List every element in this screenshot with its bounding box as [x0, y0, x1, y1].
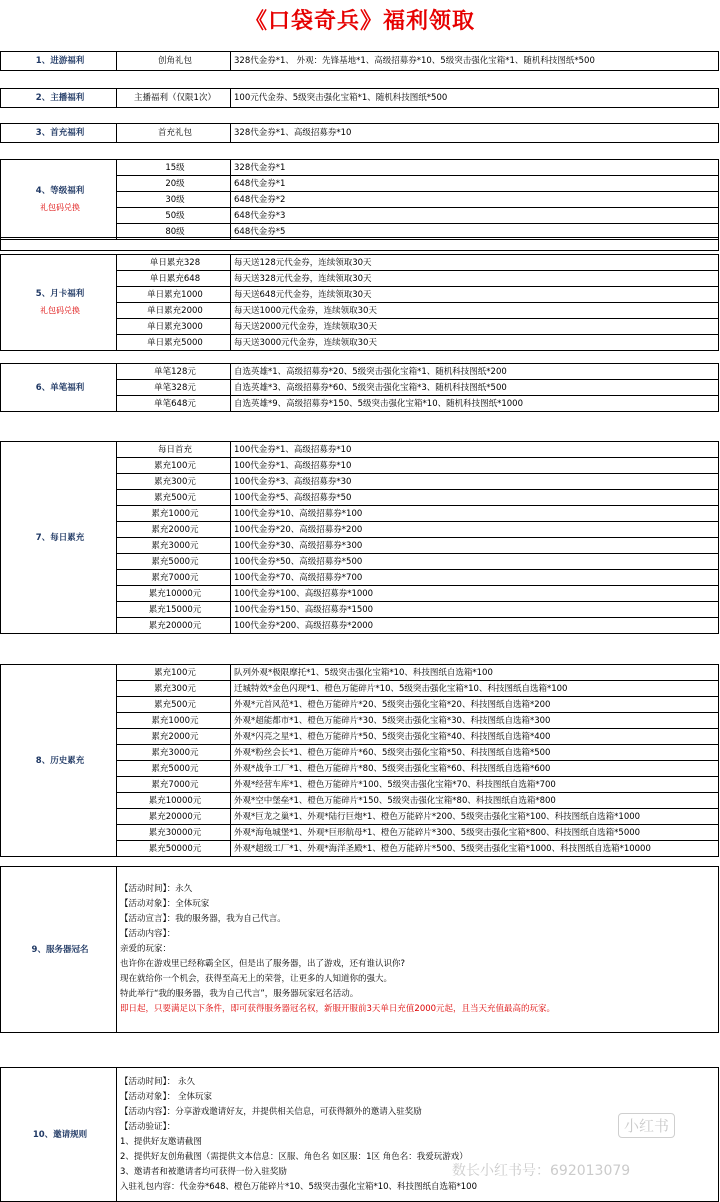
- text-line: 【活动宣言】：我的服务器，我为自己代言。: [120, 914, 286, 924]
- reward-content: 外观*海龟城堡*1、外观*巨形航母*1、橙色万能碎片*300、5级突击强化宝箱*800、科技图纸自选箱*5000: [231, 825, 719, 841]
- text-line: 【活动内容】：分享游戏邀请好友，并提供相关信息，可获得额外的邀请入驻奖励: [120, 1106, 422, 1117]
- reward-tier: 累充7000元: [117, 777, 231, 793]
- section-name: 9、服务器冠名: [1, 867, 117, 1033]
- section-single-recharge: [0, 363, 719, 412]
- section-daily-cumulative: [0, 441, 719, 634]
- reward-content: 100代金券*150、高级招募券*1500: [231, 602, 719, 618]
- reward-tier: 累充2000元: [117, 522, 231, 538]
- section-server-naming: [0, 866, 719, 1033]
- reward-content: 100代金券*30、高级招募券*300: [231, 538, 719, 554]
- reward-content: 100元代金券、5级突击强化宝箱*1、随机科技图纸*500: [231, 89, 719, 108]
- reward-tier: 累充30000元: [117, 825, 231, 841]
- reward-tier: 累充1000元: [117, 506, 231, 522]
- reward-content: 外观*空中堡垒*1、橙色万能碎片*150、5级突击强化宝箱*80、科技图纸自选箱*800: [231, 793, 719, 809]
- section-name: 5、月卡福利 礼包码兑换: [1, 255, 117, 351]
- reward-tier: 单笔328元: [117, 380, 231, 396]
- reward-content: 自选英雄*9、高级招募券*150、5级突击强化宝箱*10、随机科技图纸*1000: [231, 396, 719, 412]
- text-line: 【活动对象】： 全体玩家: [120, 1091, 212, 1102]
- reward-tier: 累充15000元: [117, 602, 231, 618]
- reward-tier: 累充300元: [117, 474, 231, 490]
- text-line: 也许你在游戏里已经称霸全区，但是出了服务器，出了游戏，还有谁认识你?: [120, 959, 406, 969]
- reward-content: 648代金券*5: [231, 224, 719, 240]
- reward-content: 每天送648元代金券，连续领取30天: [231, 287, 719, 303]
- condition-text: 即日起，只要满足以下条件，即可获得服务器冠名权，新服开服前3天单日充值2000元起，且当天充值最高的玩家。: [120, 1004, 556, 1014]
- section-level-welfare: [0, 159, 719, 240]
- reward-content: 外观*经营车库*1、橙色万能碎片*100、5级突击强化宝箱*70、科技图纸自选箱*700: [231, 777, 719, 793]
- reward-content: 100代金券*50、高级招募券*500: [231, 554, 719, 570]
- reward-content: 每天送128元代金券，连续领取30天: [231, 255, 719, 271]
- reward-tier: 累充1000元: [117, 713, 231, 729]
- watermark-badge: 小红书: [618, 1113, 675, 1138]
- reward-tier: 单日累充3000: [117, 319, 231, 335]
- page-title: 《口袋奇兵》福利领取: [244, 9, 475, 34]
- reward-content: 100代金券*10、高级招募券*100: [231, 506, 719, 522]
- reward-content: 外观*超级工厂*1、外观*海洋圣殿*1、橙色万能碎片*500、5级突击强化宝箱*1000、科技图纸自选箱*10000: [231, 841, 719, 857]
- watermark-text: 数长小红书号：692013079: [452, 1163, 631, 1179]
- reward-content: 队列外观*极限摩托*1、5级突击强化宝箱*10、科技图纸自选箱*100: [231, 665, 719, 681]
- reward-tier: 累充2000元: [117, 729, 231, 745]
- text-line: 亲爱的玩家：: [120, 944, 172, 954]
- reward-content: 100代金券*200、高级招募券*2000: [231, 618, 719, 634]
- reward-content: 328代金券*1: [231, 160, 719, 176]
- section-monthly-card: [0, 254, 719, 351]
- reward-tier: 累充5000元: [117, 761, 231, 777]
- reward-content: 328代金券*1、高级招募券*10: [231, 124, 719, 143]
- reward-tier: 累充10000元: [117, 793, 231, 809]
- section-name: 6、单笔福利: [1, 364, 117, 412]
- reward-content: 每天送328元代金券，连续领取30天: [231, 271, 719, 287]
- reward-content: 自选英雄*3、高级招募券*60、5级突击强化宝箱*3、随机科技图纸*500: [231, 380, 719, 396]
- reward-tier: 累充7000元: [117, 570, 231, 586]
- reward-tier: 首充礼包: [117, 124, 231, 143]
- reward-content: 100代金券*70、高级招募券*700: [231, 570, 719, 586]
- reward-tier: 累充5000元: [117, 554, 231, 570]
- reward-tier: 累充500元: [117, 697, 231, 713]
- reward-tier: 单日累充2000: [117, 303, 231, 319]
- section-invite-rules: [0, 1067, 719, 1202]
- section-history-cumulative: [0, 664, 719, 857]
- reward-content: 100代金券*1、高级招募券*10: [231, 442, 719, 458]
- reward-tier: 累充3000元: [117, 745, 231, 761]
- text-line: 【活动时间】： 永久: [120, 1076, 195, 1087]
- reward-content: 648代金券*1: [231, 176, 719, 192]
- text-line: 【活动时间】：永久: [120, 884, 193, 894]
- section-name: 8、历史累充: [1, 665, 117, 857]
- reward-content: 外观*粉丝会长*1、橙色万能碎片*60、5级突击强化宝箱*50、科技图纸自选箱*500: [231, 745, 719, 761]
- section-entry-welfare: [0, 51, 719, 71]
- reward-tier: 单日累充328: [117, 255, 231, 271]
- section-name: 2、主播福利: [1, 89, 117, 108]
- text-line: 2、提供好友创角截图（需提供文本信息：区服、角色名 如区服：1区 角色名：我爱玩游戏）: [120, 1151, 468, 1162]
- reward-content: 100代金券*20、高级招募券*200: [231, 522, 719, 538]
- reward-content: 外观*巨龙之巢*1、外观*陆行巨炮*1、橙色万能碎片*200、5级突击强化宝箱*100、科技图纸自选箱*1000: [231, 809, 719, 825]
- reward-content: 每天送3000元代金券，连续领取30天: [231, 335, 719, 351]
- reward-tier: 单日累充1000: [117, 287, 231, 303]
- reward-tier: 累充3000元: [117, 538, 231, 554]
- reward-tier: 累充50000元: [117, 841, 231, 857]
- text-line: 1、提供好友邀请截图: [120, 1136, 202, 1147]
- section-first-recharge: [0, 123, 719, 143]
- reward-content: 每天送1000元代金券，连续领取30天: [231, 303, 719, 319]
- reward-tier: 累充20000元: [117, 809, 231, 825]
- reward-tier: 累充100元: [117, 458, 231, 474]
- reward-tier: 30级: [117, 192, 231, 208]
- reward-content: 每天送2000元代金券，连续领取30天: [231, 319, 719, 335]
- reward-tier: 单笔128元: [117, 364, 231, 380]
- text-line: 特此举行“我的服务器，我为自己代言”，服务器玩家冠名活动。: [120, 989, 359, 999]
- reward-tier: 累充20000元: [117, 618, 231, 634]
- redeem-note: 礼包码兑换: [40, 203, 80, 212]
- reward-tier: 20级: [117, 176, 231, 192]
- reward-content: 迁城特效*金色闪现*1、橙色万能碎片*10、5级突击强化宝箱*10、科技图纸自选箱*100: [231, 681, 719, 697]
- reward-content: 自选英雄*1、高级招募券*20、5级突击强化宝箱*1、随机科技图纸*200: [231, 364, 719, 380]
- section-name: 7、每日累充: [1, 442, 117, 634]
- reward-tier: 单笔648元: [117, 396, 231, 412]
- text-line: 3、邀请者和被邀请者均可获得一份入驻奖励: [120, 1166, 287, 1177]
- reward-tier: 创角礼包: [117, 52, 231, 71]
- text-line: 现在就给你一个机会，获得至高无上的荣誉，让更多的人知道你的强大。: [120, 974, 393, 984]
- separator-row: [0, 237, 719, 251]
- redeem-note: 礼包码兑换: [40, 306, 80, 315]
- reward-content: 外观*闪亮之星*1、橙色万能碎片*50、5级突击强化宝箱*40、科技图纸自选箱*400: [231, 729, 719, 745]
- reward-tier: 累充10000元: [117, 586, 231, 602]
- reward-tier: 每日首充: [117, 442, 231, 458]
- reward-content: 648代金券*3: [231, 208, 719, 224]
- reward-tier: 单日累充648: [117, 271, 231, 287]
- section-name: 10、邀请规则: [1, 1068, 117, 1202]
- reward-tier: 15级: [117, 160, 231, 176]
- reward-content: 328代金券*1、 外观：先锋基地*1、高级招募券*10、5级突击强化宝箱*1、随机科技图纸*500: [231, 52, 719, 71]
- reward-content: 外观*元首风范*1、橙色万能碎片*20、5级突击强化宝箱*20、科技图纸自选箱*200: [231, 697, 719, 713]
- text-line: 【活动对象】：全体玩家: [120, 899, 210, 909]
- reward-content: 100代金券*3、高级招募券*30: [231, 474, 719, 490]
- text-line: 入驻礼包内容：代金券*648、橙色万能碎片*10、5级突击强化宝箱*10、科技图纸自选箱*100: [120, 1181, 477, 1192]
- reward-content: 100代金券*5、高级招募券*50: [231, 490, 719, 506]
- section-name: 3、首充福利: [1, 124, 117, 143]
- reward-content: 外观*战争工厂*1、橙色万能碎片*80、5级突击强化宝箱*60、科技图纸自选箱*600: [231, 761, 719, 777]
- reward-content: 100代金券*1、高级招募券*10: [231, 458, 719, 474]
- text-line: 【活动验证】：: [120, 1121, 176, 1132]
- reward-content: 648代金券*2: [231, 192, 719, 208]
- reward-tier: 单日累充5000: [117, 335, 231, 351]
- reward-tier: 80级: [117, 224, 231, 240]
- section-name: 4、等级福利 礼包码兑换: [1, 160, 117, 240]
- activity-description: [117, 867, 719, 1033]
- reward-tier: 累充300元: [117, 681, 231, 697]
- reward-tier: 主播福利（仅限1次）: [117, 89, 231, 108]
- reward-tier: 50级: [117, 208, 231, 224]
- text-line: 【活动内容】：: [120, 929, 176, 939]
- reward-content: 100代金券*100、高级招募券*1000: [231, 586, 719, 602]
- section-streamer-welfare: [0, 88, 719, 108]
- reward-content: 外观*超能都市*1、橙色万能碎片*30、5级突击强化宝箱*30、科技图纸自选箱*300: [231, 713, 719, 729]
- section-name: 1、进游福利: [1, 52, 117, 71]
- reward-tier: 累充500元: [117, 490, 231, 506]
- reward-tier: 累充100元: [117, 665, 231, 681]
